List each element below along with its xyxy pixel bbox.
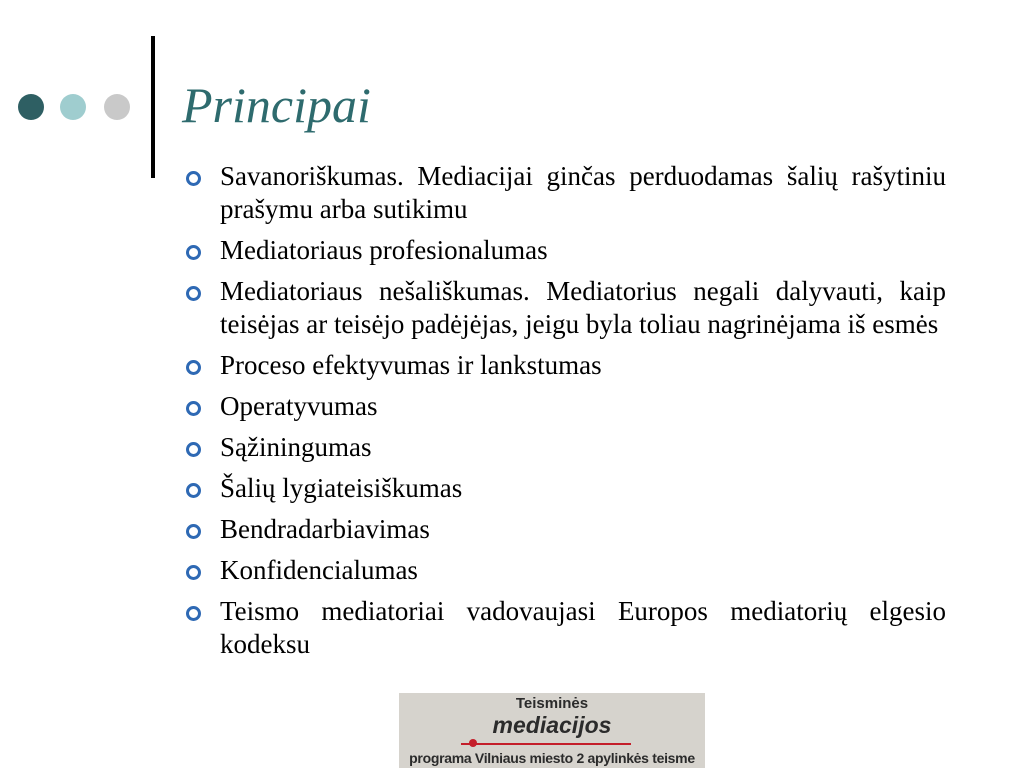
bullet-icon xyxy=(186,442,201,457)
dot-gray-icon xyxy=(104,94,130,120)
logo-rule xyxy=(461,743,631,745)
bullet-text: Operatyvumas xyxy=(220,391,378,421)
bullet-icon xyxy=(186,401,201,416)
mediation-program-logo xyxy=(399,693,705,768)
bullet-icon xyxy=(186,524,201,539)
dot-dark-icon xyxy=(18,94,44,120)
bullet-icon xyxy=(186,286,201,301)
bullet-icon xyxy=(186,606,201,621)
list-item xyxy=(186,472,946,505)
bullet-text: Proceso efektyvumas ir lankstumas xyxy=(220,350,602,380)
bullet-text: Sąžiningumas xyxy=(220,432,372,462)
bullet-text: Mediatoriaus nešališkumas. Mediatorius negali dalyvauti, kaip teisėjas ar teisėjo padėjėjas, jeigu byla toliau nagrinėjama iš esmės xyxy=(220,276,946,339)
list-item xyxy=(186,431,946,464)
logo-line-1: Teisminės xyxy=(515,695,589,712)
bullet-text: Šalių lygiateisiškumas xyxy=(220,473,463,503)
bullet-text: Teismo mediatoriai vadovaujasi Europos mediatorių elgesio kodeksu xyxy=(220,596,946,659)
list-item xyxy=(186,349,946,382)
bullet-text: Savanoriškumas. Mediacijai ginčas perduodamas šalių rašytiniu prašymu arba sutikimu xyxy=(220,161,946,224)
bullet-icon xyxy=(186,483,201,498)
bullet-icon xyxy=(186,565,201,580)
dot-light-icon xyxy=(60,94,86,120)
list-item xyxy=(186,275,946,341)
bullet-list xyxy=(186,160,946,669)
list-item xyxy=(186,595,946,661)
list-item xyxy=(186,234,946,267)
list-item xyxy=(186,554,946,587)
bullet-icon xyxy=(186,360,201,375)
slide-title: Principai xyxy=(182,77,371,133)
bullet-text: Mediatoriaus profesionalumas xyxy=(220,235,548,265)
bullet-text: Konfidencialumas xyxy=(220,555,418,585)
logo-line-3: programa Vilniaus miesto 2 apylinkės teisme xyxy=(409,750,695,766)
bullet-text: Bendradarbiavimas xyxy=(220,514,430,544)
bullet-icon xyxy=(186,171,201,186)
list-item xyxy=(186,160,946,226)
list-item xyxy=(186,513,946,546)
logo-line-2: mediacijos xyxy=(492,712,612,738)
decorative-dots xyxy=(0,0,140,200)
title-divider xyxy=(151,36,155,178)
bullet-icon xyxy=(186,245,201,260)
list-item xyxy=(186,390,946,423)
